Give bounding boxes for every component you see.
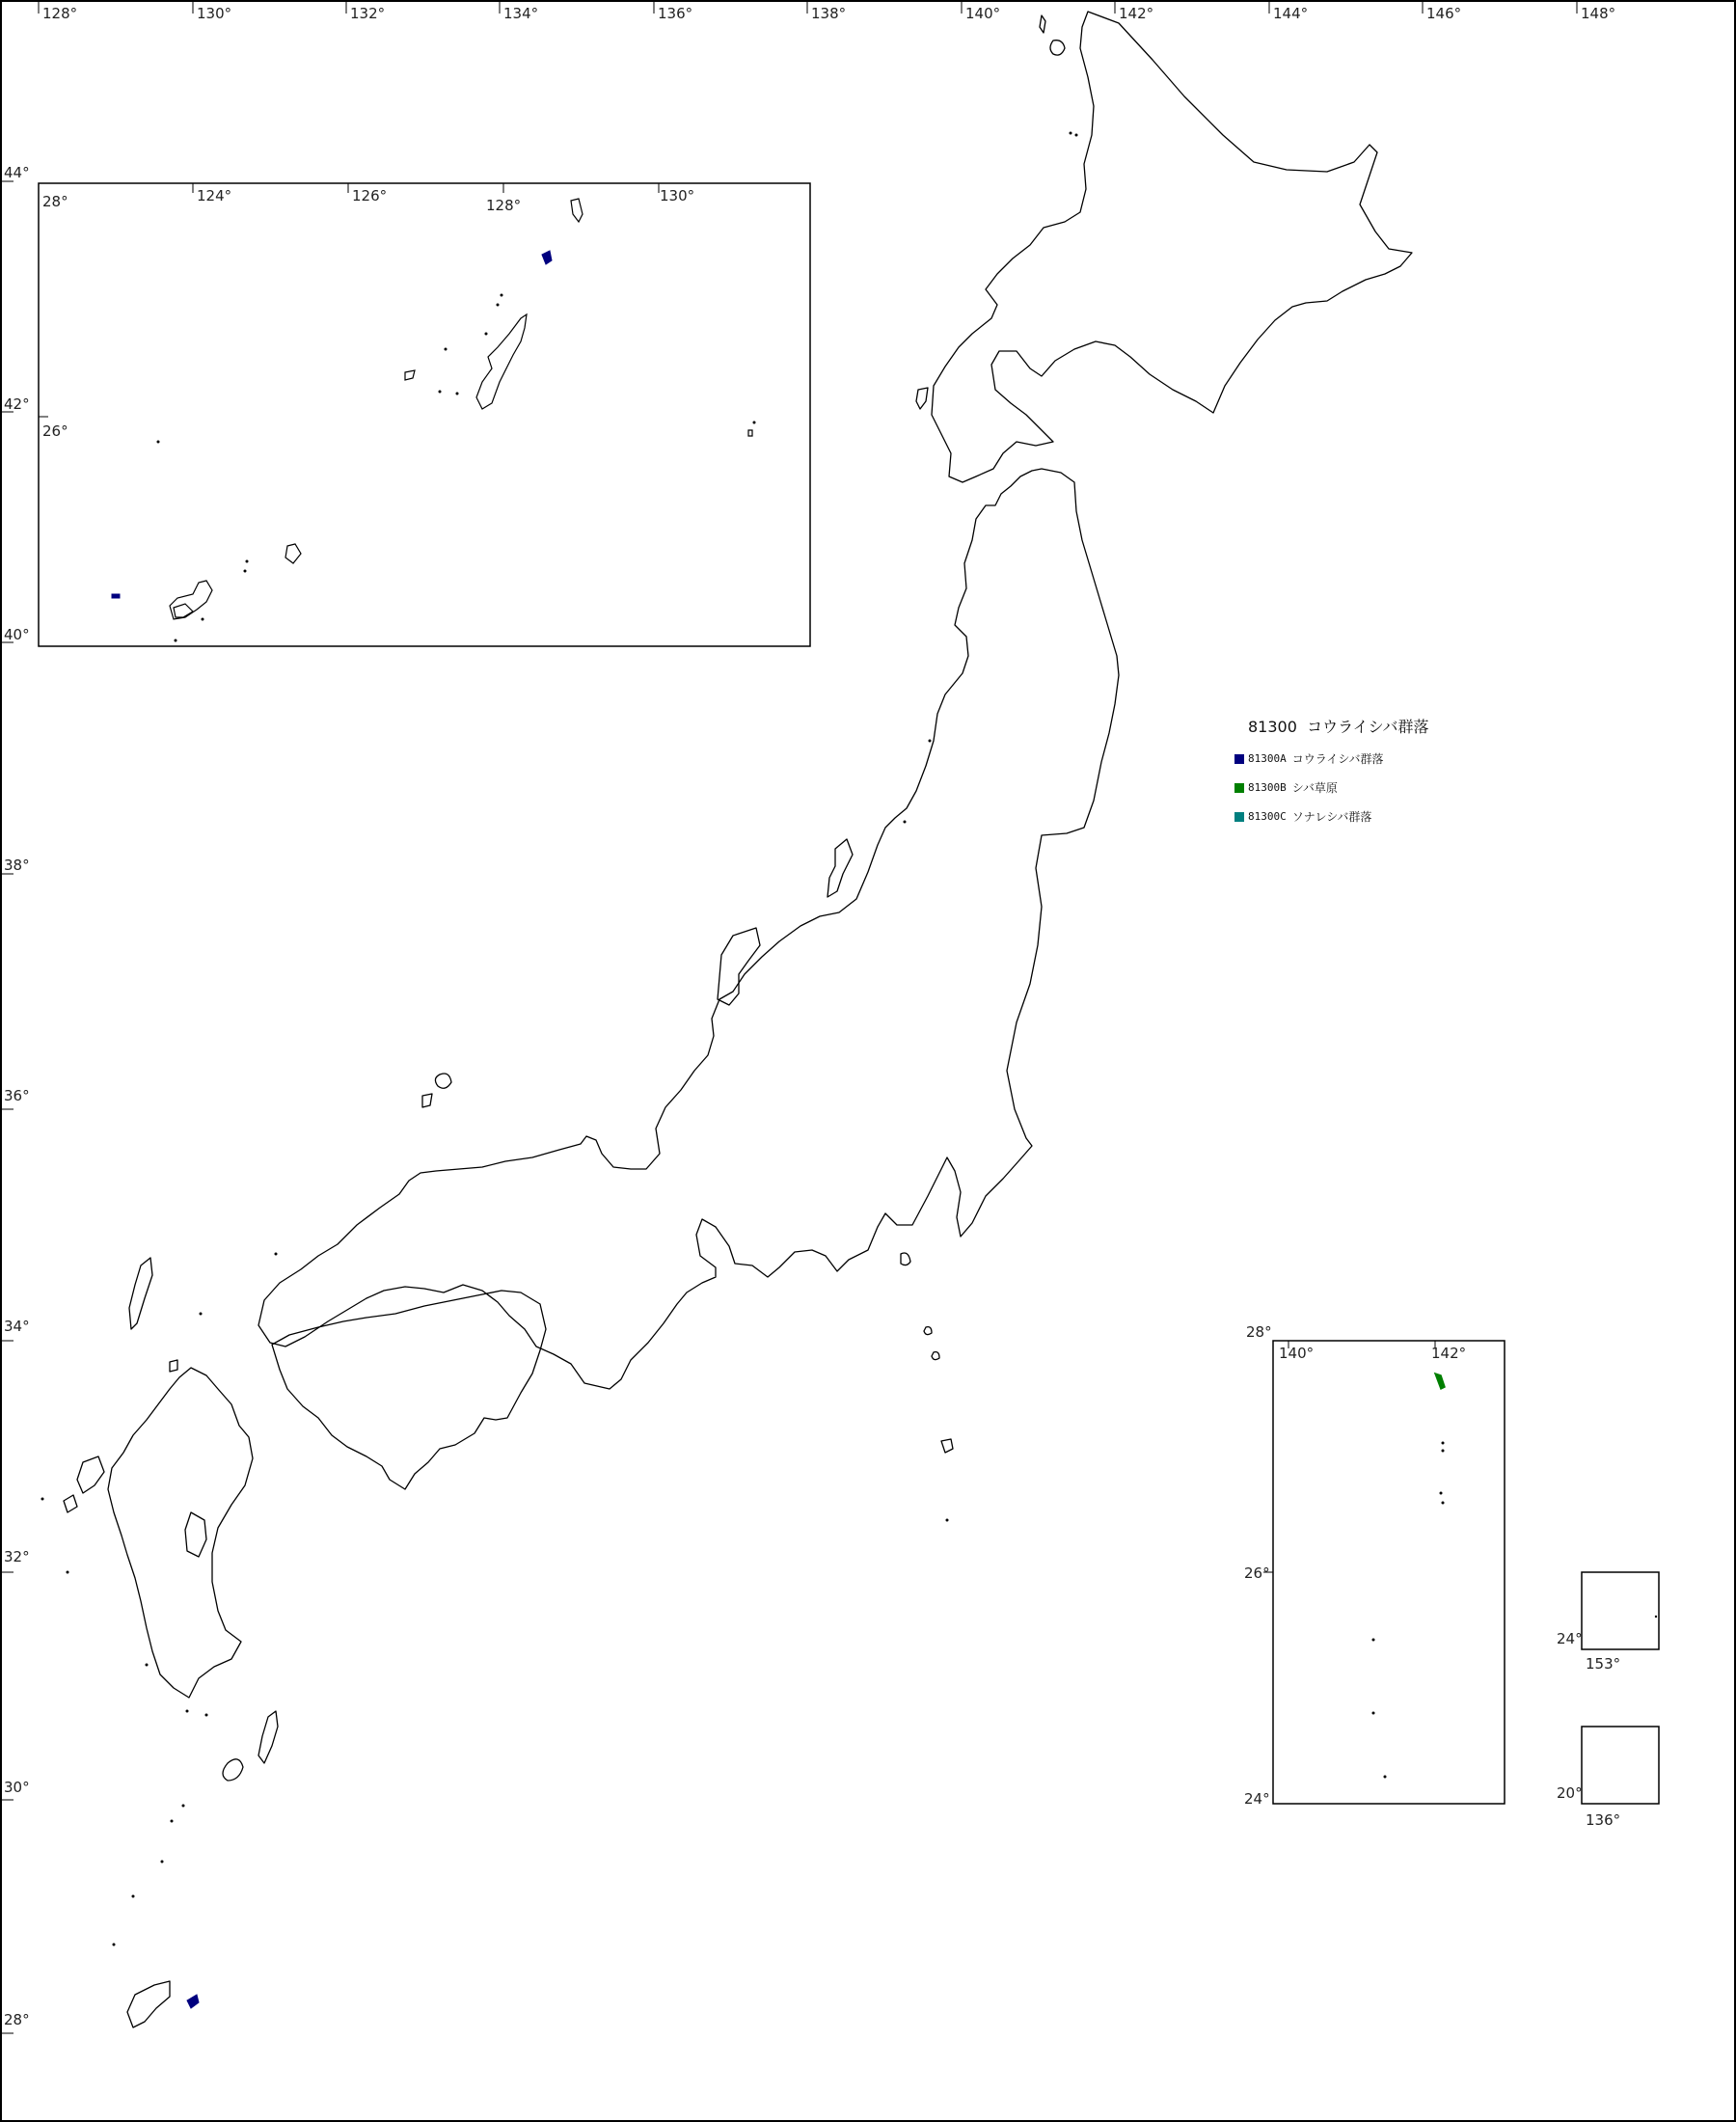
legend-item: [1234, 750, 1384, 767]
legend-title-code: 81300: [1248, 718, 1297, 736]
iki-island: [170, 1360, 177, 1372]
inset-minamitori: [1557, 1572, 1659, 1673]
lat-label: 40°: [4, 626, 30, 643]
lat-label: 34°: [4, 1318, 30, 1335]
inset-ryukyu: [39, 183, 810, 646]
lat-label: 30°: [4, 1779, 30, 1796]
okushiri-island: [916, 388, 928, 409]
lon-label: 130°: [197, 5, 232, 22]
rebun-island: [1040, 15, 1045, 33]
lon-label: 128°: [42, 5, 78, 22]
koraishiba-patch: [187, 1995, 199, 2008]
inset-lat-label: 26°: [1244, 1564, 1270, 1582]
yakushima-island: [223, 1759, 243, 1781]
lat-label: 42°: [4, 395, 30, 413]
main-lon-labels: [42, 5, 1615, 22]
legend-item-code: 81300B: [1248, 781, 1287, 794]
noto-peninsula: [718, 928, 760, 1005]
inset-lon-label: 140°: [1279, 1345, 1315, 1362]
lon-label: 140°: [965, 5, 1001, 22]
legend-item-label: シバ草原: [1291, 781, 1338, 795]
main-lat-ticks: [0, 181, 14, 2033]
legend-item-label: コウライシバ群落: [1291, 752, 1384, 766]
main-lat-labels: [4, 164, 30, 2028]
lon-label: 134°: [503, 5, 539, 22]
inset-ryukyu-frame: [39, 183, 810, 646]
inset-lon-label: 136°: [1586, 1811, 1621, 1829]
lon-label: 144°: [1273, 5, 1309, 22]
lat-label: 32°: [4, 1548, 30, 1565]
legend-item-label: ソナレシバ群落: [1291, 810, 1372, 824]
amakusa-islands: [185, 1512, 206, 1557]
inset-okinotori: [1557, 1727, 1659, 1829]
lon-label: 148°: [1581, 5, 1616, 22]
inset-lon-label: 153°: [1586, 1655, 1621, 1673]
inset-lat-label: 24°: [1557, 1630, 1583, 1647]
oki-islands: [435, 1074, 451, 1088]
legend-title-name: コウライシバ群落: [1307, 718, 1429, 736]
legend-item-code: 81300C: [1248, 810, 1287, 823]
legend-item-code: 81300A: [1248, 752, 1287, 765]
inset-lat-label: 28°: [42, 193, 68, 210]
inset-lon-label: 130°: [660, 187, 695, 204]
oshima-island: [901, 1253, 910, 1265]
inset-ogasawara: [1244, 1323, 1505, 1808]
lon-label: 146°: [1426, 5, 1462, 22]
legend-swatch: [1234, 783, 1244, 793]
lat-label: 38°: [4, 857, 30, 874]
legend-item: [1234, 779, 1338, 796]
kyushu-outline: [108, 1368, 253, 1698]
lon-label: 136°: [658, 5, 693, 22]
tsushima-island: [129, 1258, 152, 1329]
legend-swatch: [1234, 754, 1244, 764]
lat-label: 44°: [4, 164, 30, 181]
distribution-marks-main: [187, 1995, 199, 2008]
lon-label: 138°: [811, 5, 847, 22]
shikoku-outline: [272, 1291, 546, 1489]
amami-island: [127, 1981, 170, 2027]
lat-label: 28°: [4, 2011, 30, 2028]
inset-lon-label: 124°: [197, 187, 232, 204]
rishiri-island: [1050, 41, 1065, 55]
legend-item: [1234, 808, 1371, 825]
inset-lat-label: 28°: [1246, 1323, 1272, 1341]
hokkaido-outline: [932, 12, 1412, 482]
lat-label: 36°: [4, 1087, 30, 1104]
inset-lat-label: 26°: [42, 422, 68, 440]
legend-title: [1248, 715, 1428, 737]
inset-lon-label: 126°: [352, 187, 388, 204]
inset-lon-label: 128°: [486, 197, 522, 214]
inset-lon-label: 142°: [1431, 1345, 1467, 1362]
goto-islands: [77, 1456, 104, 1493]
inset-ogasawara-frame: [1273, 1341, 1505, 1804]
main-lon-ticks: [39, 0, 1577, 14]
legend-swatch: [1234, 812, 1244, 822]
lon-label: 132°: [350, 5, 386, 22]
inset-lat-label: 20°: [1557, 1784, 1583, 1802]
inset-lat-label: 24°: [1244, 1790, 1270, 1808]
lon-label: 142°: [1119, 5, 1154, 22]
sado-island: [827, 839, 853, 897]
tanegashima-island: [258, 1711, 278, 1763]
